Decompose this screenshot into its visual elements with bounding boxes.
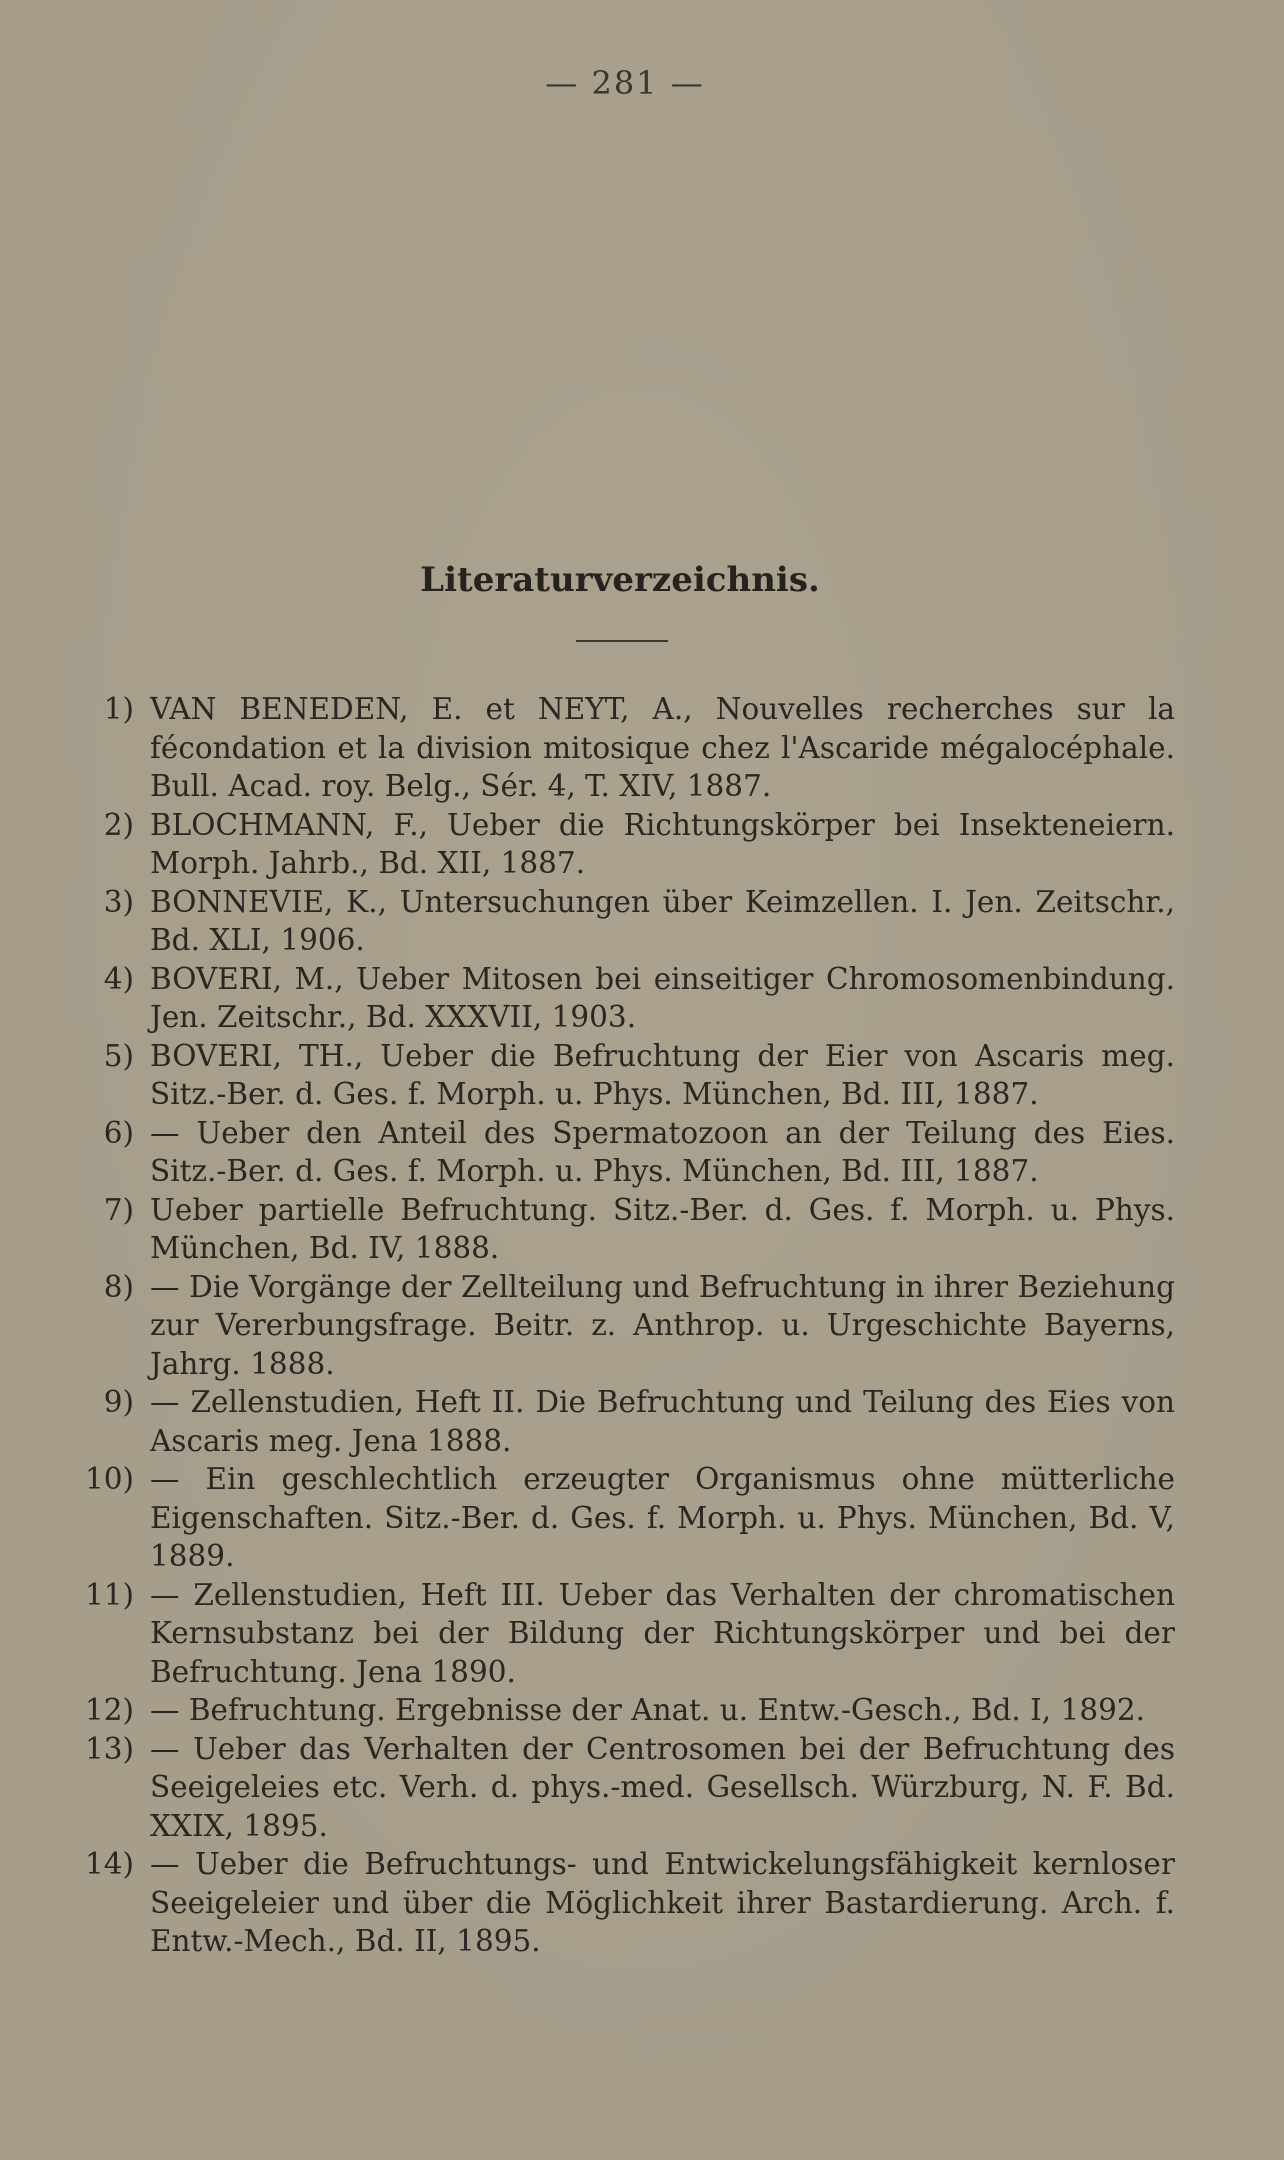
reference-number: 12): [84, 1693, 134, 1727]
reference-number: 1): [103, 692, 134, 726]
reference-item: [70, 1268, 1175, 1384]
reference-text: — Ueber die Befruchtungs- und Entwickelungsfähigkeit kernloser Seeigeleier und über die Möglichkeit ihrer Bastardierung. Arch. f. Entw.-Mech., Bd. II, 1895.: [150, 1847, 1175, 1958]
reference-item: [70, 1037, 1175, 1114]
reference-text: — Befruchtung. Ergebnisse der Anat. u. Entw.-Gesch., Bd. I, 1892.: [150, 1693, 1146, 1727]
reference-text: BOVERI, M., Ueber Mitosen bei einseitiger Chromosomenbindung. Jen. Zeitschr., Bd. XXXVII, 1903.: [150, 961, 1175, 1034]
reference-number: 10): [84, 1462, 134, 1496]
reference-text: VAN BENEDEN, E. et NEYT, A., Nouvelles recherches sur la fécondation et la division mitosique chez l'Ascaride mégalocéphale. Bull. Acad. roy. Belg., Sér. 4, T. XIV, 1887.: [150, 692, 1175, 803]
reference-item: [70, 1845, 1175, 1961]
reference-number: 5): [103, 1038, 134, 1073]
page-number: — 281 —: [545, 64, 705, 102]
reference-number: 8): [103, 1269, 134, 1304]
reference-number: 3): [103, 884, 134, 919]
reference-item: [70, 1191, 1175, 1268]
reference-item: [70, 690, 1175, 806]
reference-text: BLOCHMANN, F., Ueber die Richtungskörper bei Insekteneiern. Morph. Jahrb., Bd. XII, 1887.: [150, 807, 1175, 880]
reference-text: — Ein geschlechtlich erzeugter Organismus ohne mütterliche Eigenschaften. Sitz.-Ber. d. Ges. f. Morph. u. Phys. München, Bd. V, 1889.: [150, 1462, 1175, 1573]
reference-item: [70, 1691, 1175, 1730]
reference-number: 11): [84, 1577, 134, 1612]
reference-number: 4): [103, 961, 134, 996]
reference-item: [70, 1460, 1175, 1576]
title-divider: [576, 640, 668, 642]
reference-number: 13): [84, 1731, 134, 1766]
reference-text: BONNEVIE, K., Untersuchungen über Keimzellen. I. Jen. Zeitschr., Bd. XLI, 1906.: [150, 884, 1175, 957]
reference-text: BOVERI, TH., Ueber die Befruchtung der Eier von Ascaris meg. Sitz.-Ber. d. Ges. f. Morph. u. Phys. München, Bd. III, 1887.: [150, 1038, 1175, 1111]
reference-item: [70, 883, 1175, 960]
reference-item: [70, 960, 1175, 1037]
reference-item: [70, 1114, 1175, 1191]
reference-number: 14): [84, 1847, 134, 1881]
reference-number: 7): [103, 1192, 134, 1227]
reference-list: [70, 690, 1175, 1961]
reference-text: — Ueber das Verhalten der Centrosomen bei der Befruchtung des Seeigeleies etc. Verh. d. phys.-med. Gesellsch. Würzburg, N. F. Bd. XXIX, 1895.: [150, 1731, 1175, 1843]
reference-item: [70, 806, 1175, 883]
reference-item: [70, 1730, 1175, 1846]
reference-text: — Zellenstudien, Heft II. Die Befruchtung und Teilung des Eies von Ascaris meg. Jena 1888.: [150, 1385, 1175, 1458]
reference-number: 9): [103, 1385, 134, 1419]
reference-number: 6): [103, 1115, 134, 1150]
reference-text: — Ueber den Anteil des Spermatozoon an der Teilung des Eies. Sitz.-Ber. d. Ges. f. Morph. u. Phys. München, Bd. III, 1887.: [150, 1115, 1175, 1188]
reference-item: [70, 1383, 1175, 1460]
page-title: Literaturverzeichnis.: [420, 560, 820, 600]
reference-text: — Zellenstudien, Heft III. Ueber das Verhalten der chromatischen Kernsubstanz bei der Bildung der Richtungskörper und bei der Befruchtung. Jena 1890.: [150, 1577, 1175, 1689]
reference-number: 2): [103, 807, 134, 842]
reference-item: [70, 1576, 1175, 1692]
reference-text: Ueber partielle Befruchtung. Sitz.-Ber. d. Ges. f. Morph. u. Phys. München, Bd. IV, 1888.: [150, 1192, 1175, 1265]
reference-text: — Die Vorgänge der Zellteilung und Befruchtung in ihrer Beziehung zur Vererbungsfrage. Beitr. z. Anthrop. u. Urgeschichte Bayerns, Jahrg. 1888.: [150, 1269, 1175, 1381]
